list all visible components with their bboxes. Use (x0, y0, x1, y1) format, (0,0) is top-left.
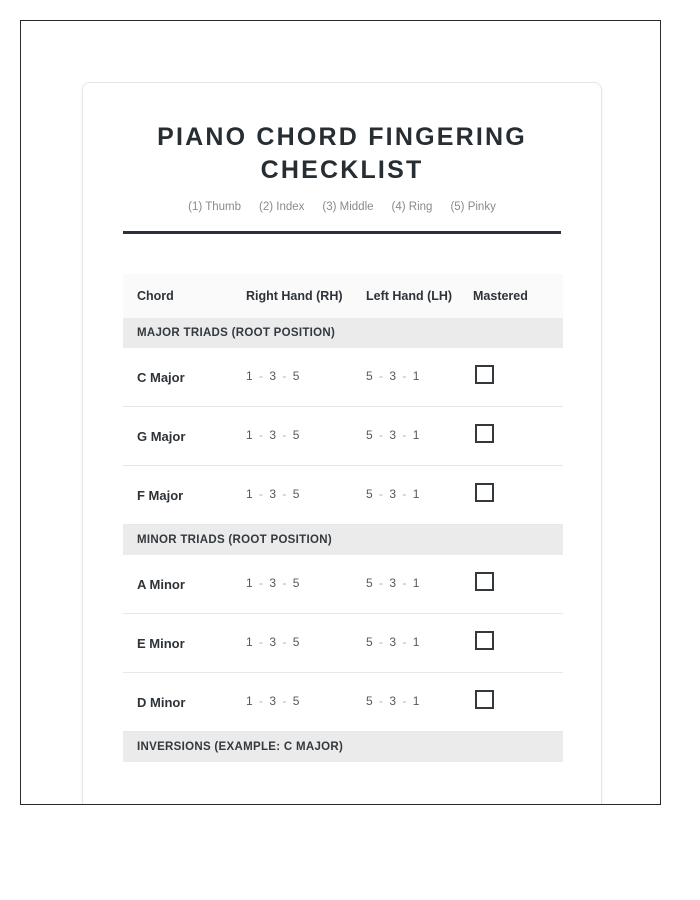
chord-fingering-table (123, 274, 563, 762)
left-hand-fingering: 5 - 3 - 1 (366, 614, 473, 673)
right-hand-fingering: 1 - 3 - 5 (246, 407, 366, 466)
right-hand-fingering: 1 - 3 - 5 (246, 466, 366, 525)
right-hand-fingering: 1 - 3 - 5 (246, 555, 366, 614)
mastered-cell (473, 555, 563, 614)
left-hand-fingering: 5 - 3 - 1 (366, 673, 473, 732)
left-hand-fingering: 5 - 3 - 1 (366, 466, 473, 525)
table-row (123, 614, 563, 673)
table-row (123, 466, 563, 525)
printed-page-sheet (20, 20, 661, 805)
page-title: PIANO CHORD FINGERING CHECKLIST (157, 123, 527, 184)
mastered-cell (473, 407, 563, 466)
mastered-cell (473, 614, 563, 673)
column-header-chord: Chord (123, 274, 246, 318)
finger-legend-item-1: (1) Thumb (188, 201, 242, 213)
mastered-cell (473, 673, 563, 732)
section-header-row (123, 525, 563, 556)
chord-name: F Major (123, 466, 246, 525)
left-hand-fingering: 5 - 3 - 1 (366, 348, 473, 407)
mastered-cell (473, 466, 563, 525)
chord-name: A Minor (123, 555, 246, 614)
section-header-label: MINOR TRIADS (ROOT POSITION) (123, 525, 563, 556)
table-body (123, 318, 563, 762)
left-hand-fingering: 5 - 3 - 1 (366, 407, 473, 466)
column-header-mastered: Mastered (473, 274, 563, 318)
mastered-checkbox[interactable] (475, 424, 494, 443)
mastered-cell (473, 348, 563, 407)
chord-name: G Major (123, 407, 246, 466)
chord-name: C Major (123, 348, 246, 407)
mastered-checkbox[interactable] (475, 631, 494, 650)
right-hand-fingering: 1 - 3 - 5 (246, 614, 366, 673)
finger-legend-item-5: (5) Pinky (450, 201, 496, 213)
finger-legend-item-4: (4) Ring (391, 201, 433, 213)
mastered-checkbox[interactable] (475, 365, 494, 384)
table-header (123, 274, 563, 318)
finger-legend-item-3: (3) Middle (322, 201, 374, 213)
mastered-checkbox[interactable] (475, 483, 494, 502)
section-header-row (123, 732, 563, 763)
mastered-checkbox[interactable] (475, 572, 494, 591)
document-card (82, 82, 602, 805)
finger-legend-item-2: (2) Index (259, 201, 305, 213)
mastered-checkbox[interactable] (475, 690, 494, 709)
left-hand-fingering: 5 - 3 - 1 (366, 555, 473, 614)
card-content (83, 83, 601, 762)
table-row (123, 555, 563, 614)
header-divider (123, 231, 561, 234)
finger-number-legend (123, 201, 561, 213)
section-header-label: INVERSIONS (EXAMPLE: C MAJOR) (123, 732, 563, 763)
table-row (123, 673, 563, 732)
table-row (123, 348, 563, 407)
right-hand-fingering: 1 - 3 - 5 (246, 673, 366, 732)
chord-name: D Minor (123, 673, 246, 732)
section-header-label: MAJOR TRIADS (ROOT POSITION) (123, 318, 563, 348)
column-header-left-hand: Left Hand (LH) (366, 274, 473, 318)
right-hand-fingering: 1 - 3 - 5 (246, 348, 366, 407)
table-row (123, 407, 563, 466)
section-header-row (123, 318, 563, 348)
chord-name: E Minor (123, 614, 246, 673)
column-header-right-hand: Right Hand (RH) (246, 274, 366, 318)
